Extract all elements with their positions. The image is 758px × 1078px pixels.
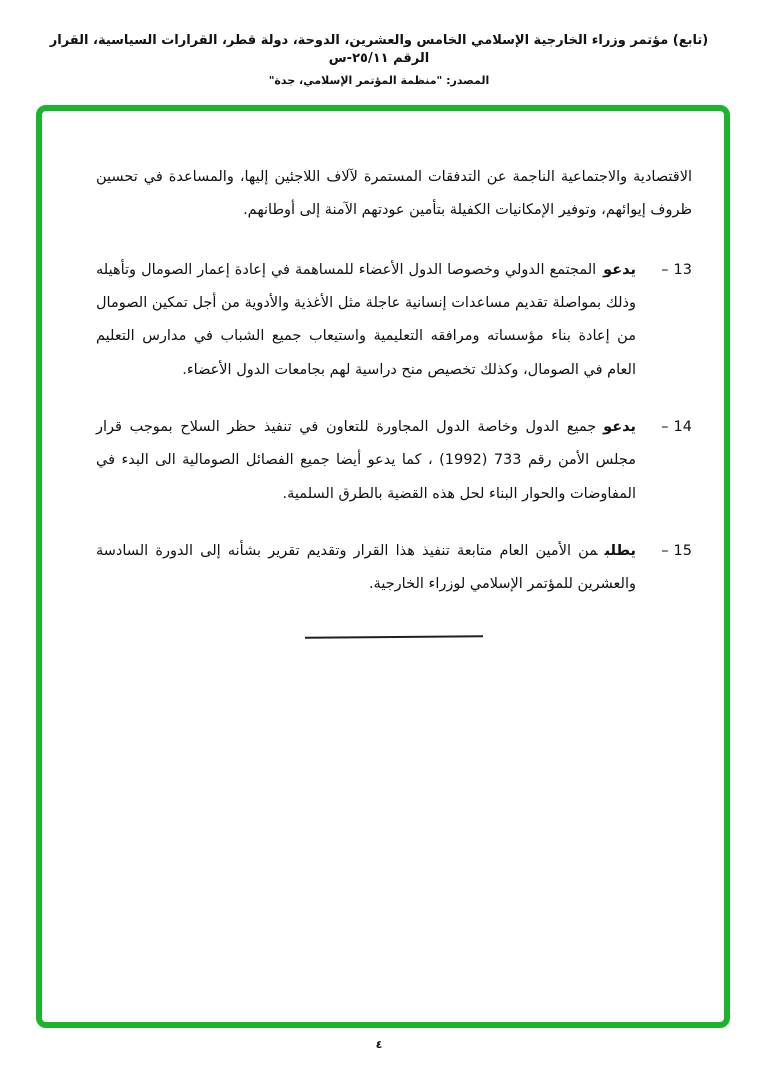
clause-keyword: يدعو [603, 419, 636, 436]
clause-14-number [636, 411, 692, 511]
document-body [96, 161, 692, 638]
end-of-resolution-rule [305, 635, 483, 639]
clause-keyword: يطلب [604, 543, 636, 560]
clause-14 [96, 411, 692, 511]
clause-number-label: 15 [673, 543, 692, 560]
clause-number-dash: – [661, 419, 669, 436]
page-number: ٤ [375, 1038, 383, 1051]
clause-15-text [96, 535, 636, 602]
clause-13-number [636, 254, 692, 387]
clause-keyword: يدعو [603, 261, 636, 278]
clause-text: المجتمع الدولي وخصوصا الدول الأعضاء للمساهمة في إعادة إعمار الصومال وتأهيله وذلك بمواصلة تقديم مساعدات إنسانية عاجلة مثل الأغذية والأدوية من أجل تمكين الصومال من إعادة بناء مؤسساته ومرافقه التعليمية واستيعاب جميع الشباب في مدارس التعليم العام في الصومال، وكذلك تخصيص منح دراسية لهم بجامعات الدول الأعضاء. [96, 261, 636, 378]
document-header [30, 32, 728, 87]
header-source-line: المصدر: "منظمة المؤتمر الإسلامي، جدة" [268, 74, 490, 88]
clause-13 [96, 254, 692, 387]
clause-15-number [636, 535, 692, 602]
clause-14-text [96, 411, 636, 511]
clause-number-label: 13 [673, 261, 692, 278]
clause-15 [96, 535, 692, 602]
green-border-frame [36, 105, 730, 1028]
header-title-line: (تابع) مؤتمر وزراء الخارجية الإسلامي الخامس والعشرين، الدوحة، دولة قطر، القرارات السياسية، القرار الرقم ٢٥/١١-س [49, 33, 709, 66]
intro-paragraph: الاقتصادية والاجتماعية الناجمة عن التدفقات المستمرة لآلاف اللاجئين إليها، والمساعدة في تحسين ظروف إيوائهم، وتوفير الإمكانيات الكفيلة بتأمين عودتهم الآمنة إلى أوطانهم. [96, 169, 692, 219]
clause-text: من الأمين العام متابعة تنفيذ هذا القرار وتقديم تقرير بشأنه إلى الدورة السادسة والعشرين للمؤتمر الإسلامي لوزراء الخارجية. [96, 543, 636, 593]
clause-number-dash: – [661, 261, 669, 278]
clause-text: جميع الدول وخاصة الدول المجاورة للتعاون في تنفيذ حظر السلاح بموجب قرار مجلس الأمن رقم 733 (1992) ، كما يدعو أيضا جميع الفصائل الصومالية الى البدء في المفاوضات والحوار البناء لحل هذه القضية بالطرق السلمية. [96, 419, 636, 502]
clause-number-dash: – [661, 543, 669, 560]
clause-number-label: 14 [673, 419, 692, 436]
clause-13-text [96, 254, 636, 387]
